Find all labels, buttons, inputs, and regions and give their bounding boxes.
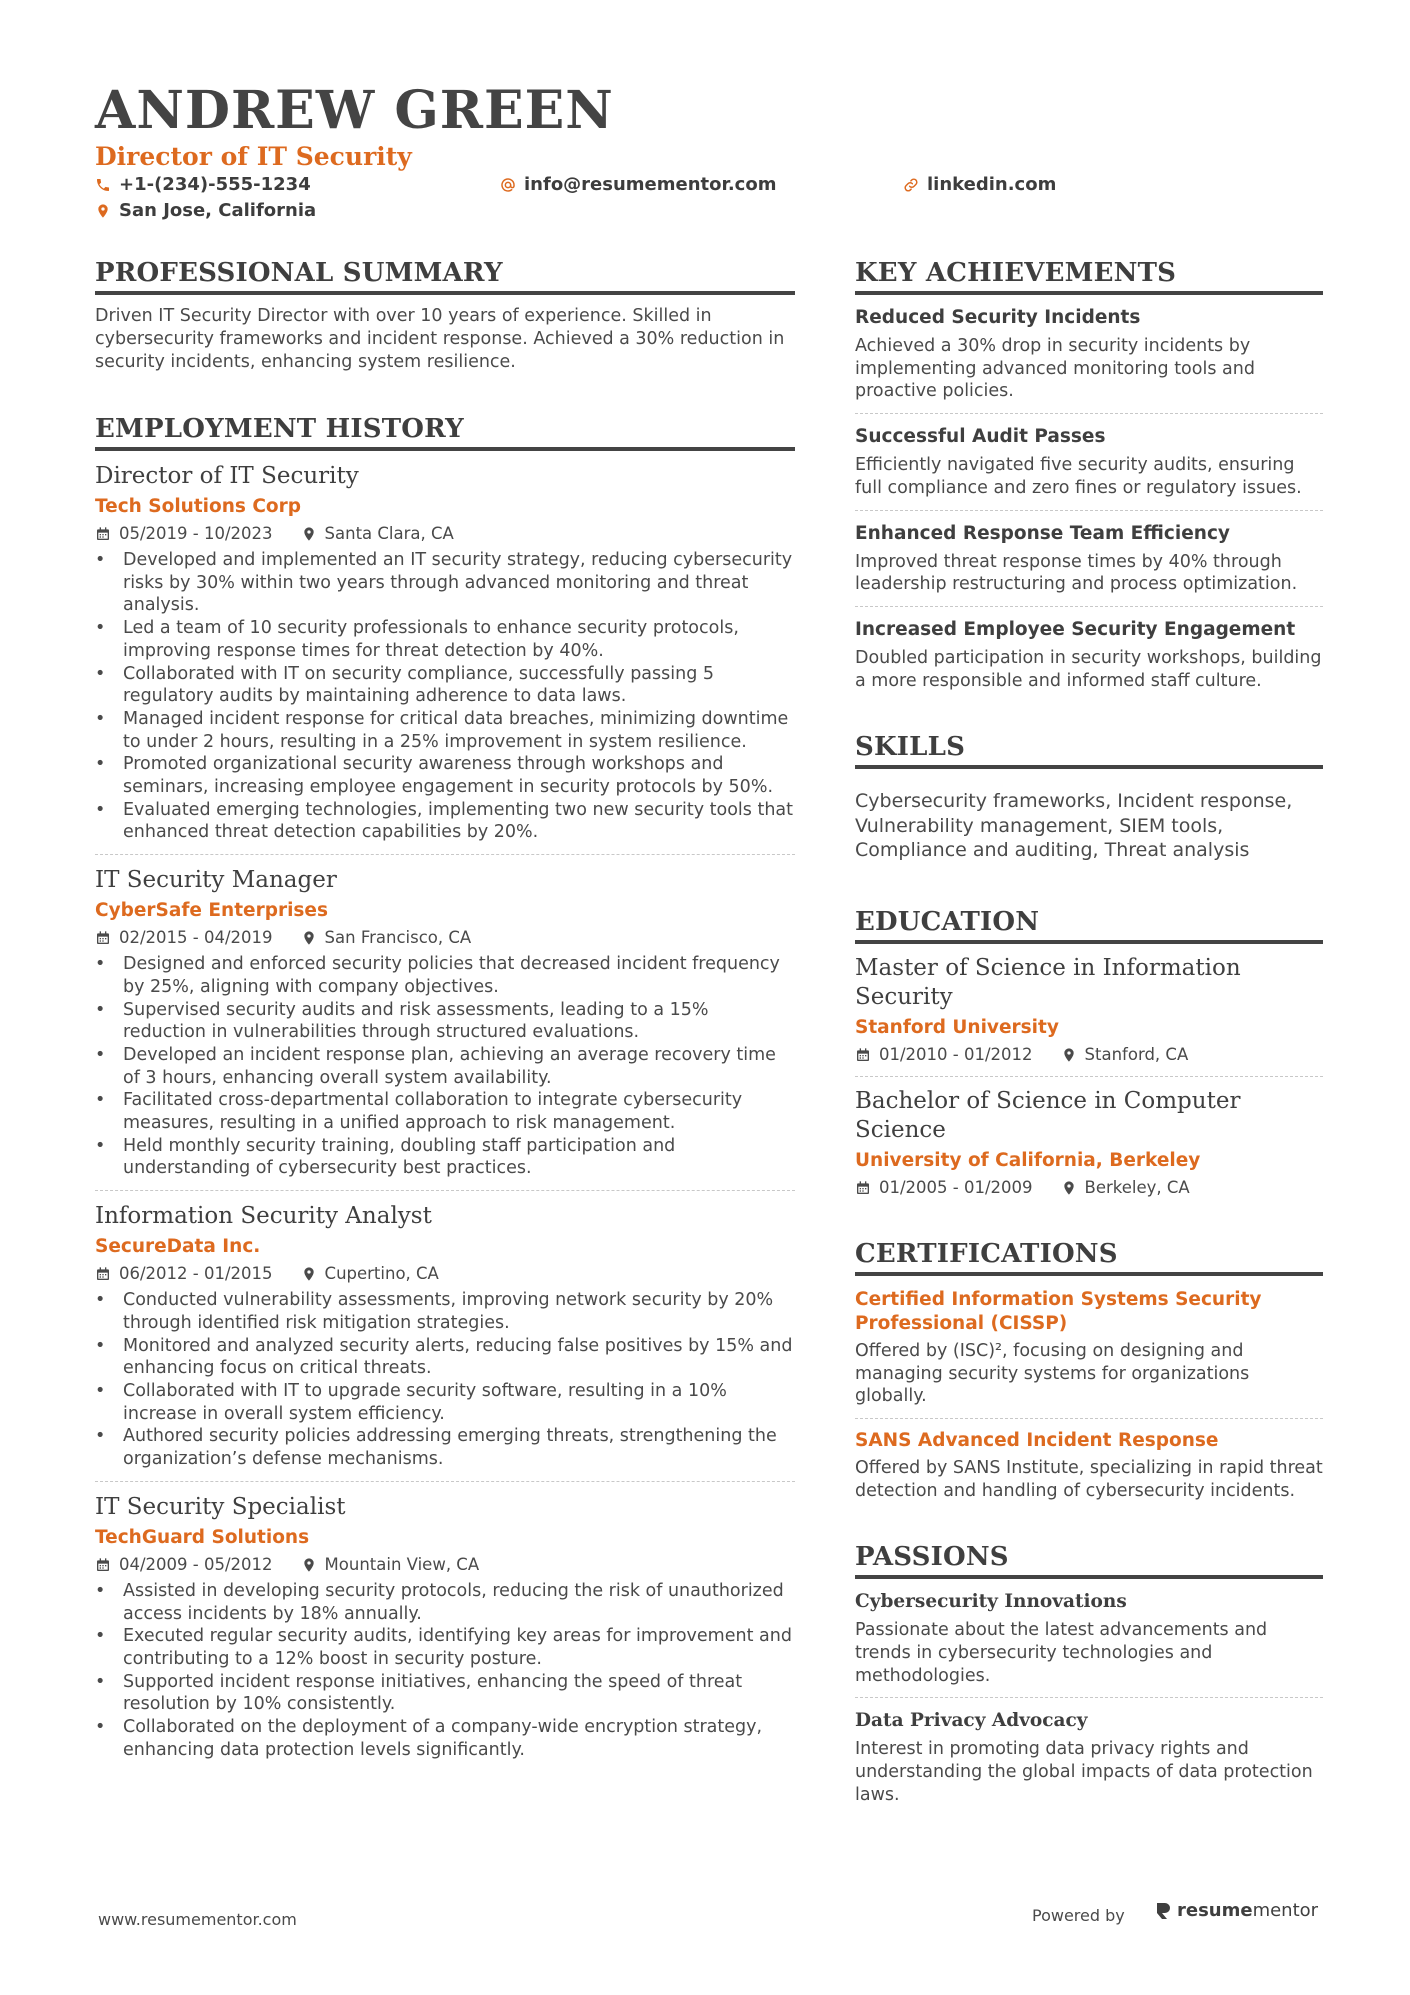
date-text: 01/2010 - 01/2012 — [879, 1044, 1033, 1064]
company-name: SecureData Inc. — [95, 1236, 261, 1258]
date-text: 01/2005 - 01/2009 — [879, 1177, 1033, 1197]
job-bullets — [95, 1289, 795, 1471]
section-title: PASSIONS — [855, 1542, 1323, 1579]
date-text: 05/2019 - 10/2023 — [119, 524, 273, 543]
brand-logo[interactable] — [1155, 1900, 1318, 1921]
skills-section — [855, 732, 1323, 863]
bullet-item: • Collaborated with IT to upgrade security software, resulting in a 10% increase in overall system efficiency. — [95, 1380, 795, 1425]
date-text: 06/2012 - 01/2015 — [119, 1264, 273, 1284]
section-title: PROFESSIONAL SUMMARY — [95, 258, 795, 295]
bullet-item: • Supervised security audits and risk assessments, leading to a 15% reduction in vulnerabilities through structured evaluations. — [95, 999, 795, 1044]
bullet-item: • Promoted organizational security awareness through workshops and seminars, increasing employee engagement in security protocols by 50%. — [95, 753, 795, 798]
achievement-item — [855, 521, 1323, 596]
bullet-item: • Supported incident response initiatives, enhancing the speed of threat resolution by 10% consistently. — [95, 1671, 795, 1716]
bullet-item: • Monitored and analyzed security alerts, reducing false positives by 15% and enhancing focus on critical threats. — [95, 1335, 795, 1380]
location — [301, 523, 454, 545]
date-range — [95, 523, 273, 545]
education-section — [855, 907, 1323, 1199]
certification-list — [855, 1288, 1323, 1503]
achievement-title: Enhanced Response Team Efficiency — [855, 522, 1230, 544]
section-title: CERTIFICATIONS — [855, 1239, 1323, 1276]
brand-name-part2: mentor — [1252, 1900, 1319, 1921]
date-range — [855, 1177, 1033, 1199]
date-range — [95, 1554, 273, 1576]
certification-item — [855, 1288, 1323, 1408]
brand-mark-icon — [1155, 1901, 1171, 1921]
linkedin-link[interactable]: linkedin.com — [927, 174, 1057, 195]
education-list — [855, 954, 1323, 1199]
map-pin-icon — [1061, 1180, 1077, 1196]
divider — [95, 854, 795, 855]
job-entry — [95, 865, 795, 1180]
location-text: Santa Clara, CA — [324, 524, 454, 543]
company-name: TechGuard Solutions — [95, 1526, 310, 1548]
location-text: San Francisco, CA — [324, 928, 472, 948]
location — [1061, 1044, 1189, 1066]
section-title: KEY ACHIEVEMENTS — [855, 258, 1323, 295]
degree-title: Bachelor of Science in Computer Science — [855, 1087, 1241, 1143]
achievement-title: Successful Audit Passes — [855, 426, 1106, 448]
school-name: University of California, Berkeley — [855, 1149, 1201, 1171]
location-text: Berkeley, CA — [1084, 1177, 1190, 1197]
job-entry — [95, 1201, 795, 1471]
passion-desc: Interest in promoting data privacy rights and understanding the global impacts of data protection laws. — [855, 1739, 1313, 1805]
phone-icon — [95, 177, 111, 193]
map-pin-icon — [1061, 1047, 1077, 1063]
bullet-item: • Conducted vulnerability assessments, improving network security by 20% through identified risk mitigation strategies. — [95, 1289, 795, 1334]
contact-email[interactable] — [500, 174, 776, 195]
achievement-item — [855, 424, 1323, 499]
employment-history-section — [95, 414, 795, 1761]
location-text: Cupertino, CA — [324, 1264, 439, 1284]
location — [301, 927, 472, 949]
calendar-icon — [95, 526, 111, 542]
divider — [95, 1481, 795, 1482]
location — [301, 1263, 439, 1285]
bullet-item: • Evaluated emerging technologies, implementing two new security tools that enhanced threat detection capabilities by 20%. — [95, 799, 795, 844]
bullet-item: • Collaborated with IT on security compliance, successfully passing 5 regulatory audits by maintaining adherence to data laws. — [95, 663, 795, 708]
calendar-icon — [855, 1047, 871, 1063]
date-location-row — [95, 523, 795, 545]
email-link[interactable]: info@resumementor.com — [524, 174, 777, 195]
section-title: EDUCATION — [855, 907, 1323, 944]
location-text: Stanford, CA — [1084, 1044, 1189, 1064]
calendar-icon — [95, 930, 111, 946]
date-location-row — [95, 1263, 795, 1285]
date-location-row — [95, 927, 795, 949]
bullet-item: • Held monthly security training, doubling staff participation and understanding of cybersecurity best practices. — [95, 1135, 795, 1180]
date-range — [95, 1263, 273, 1285]
passion-list — [855, 1589, 1323, 1806]
date-range — [855, 1044, 1033, 1066]
summary-text: Driven IT Security Director with over 10 years of experience. Skilled in cybersecurity frameworks and incident response. Achieved a 30% reduction in security incidents, enhancing system resilience. — [95, 306, 785, 372]
job-entry — [95, 461, 795, 844]
degree-title: Master of Science in Information Security — [855, 954, 1241, 1010]
powered-by-label: Powered by — [1032, 1906, 1125, 1925]
job-title: IT Security Manager — [95, 867, 337, 894]
location — [301, 1554, 480, 1576]
passion-title: Data Privacy Advocacy — [855, 1710, 1088, 1732]
date-location-row — [855, 1177, 1323, 1199]
certifications-section — [855, 1239, 1323, 1503]
certification-title: Certified Information Systems Security Professional (CISSP) — [855, 1288, 1262, 1334]
certification-desc: Offered by (ISC)², focusing on designing and managing security systems for organizations globally. — [855, 1340, 1250, 1407]
certification-desc: Offered by SANS Institute, specializing in rapid threat detection and handling of cybersecurity incidents. — [855, 1457, 1323, 1501]
school-name: Stanford University — [855, 1016, 1059, 1038]
achievement-desc: Improved threat response times by 40% through leadership restructuring and process optimization. — [855, 551, 1298, 595]
divider — [855, 413, 1323, 414]
achievement-desc: Efficiently navigated five security audits, ensuring full compliance and zero fines or regulatory issues. — [855, 455, 1302, 498]
job-bullets — [95, 549, 795, 844]
passion-title: Cybersecurity Innovations — [855, 1591, 1127, 1613]
job-title: Director of IT Security — [95, 463, 359, 489]
achievement-item — [855, 617, 1323, 692]
skills-text: Cybersecurity frameworks, Incident response, Vulnerability management, SIEM tools, Compliance and auditing, Threat analysis — [855, 790, 1293, 862]
bullet-item: • Executed regular security audits, identifying key areas for improvement and contributing to a 12% boost in security posture. — [95, 1625, 795, 1670]
bullet-item: • Assisted in developing security protocols, reducing the risk of unauthorized access incidents by 18% annually. — [95, 1580, 795, 1625]
location — [1061, 1177, 1190, 1199]
section-title: EMPLOYMENT HISTORY — [95, 414, 795, 451]
professional-summary-section — [95, 258, 795, 374]
divider — [855, 1697, 1323, 1698]
certification-title: SANS Advanced Incident Response — [855, 1429, 1219, 1451]
job-bullets — [95, 953, 795, 1180]
contact-linkedin[interactable] — [903, 174, 1056, 195]
passions-section — [855, 1542, 1323, 1806]
achievement-desc: Doubled participation in security workshops, building a more responsible and informed staff culture. — [855, 647, 1322, 691]
divider — [855, 1418, 1323, 1419]
bullet-item: • Managed incident response for critical data breaches, minimizing downtime to under 2 hours, resulting in a 25% improvement in system resilience. — [95, 708, 795, 753]
passion-item — [855, 1589, 1323, 1687]
achievement-item — [855, 305, 1323, 403]
bullet-item: • Developed an incident response plan, achieving an average recovery time of 3 hours, enhancing overall system availability. — [95, 1044, 795, 1089]
education-item — [855, 954, 1323, 1066]
at-icon — [500, 177, 516, 193]
brand-name-part1: resume — [1177, 1900, 1253, 1921]
calendar-icon — [855, 1180, 871, 1196]
education-item — [855, 1087, 1323, 1199]
company-name: CyberSafe Enterprises — [95, 900, 328, 922]
certification-item — [855, 1429, 1323, 1502]
contact-phone — [95, 174, 311, 195]
map-pin-icon — [301, 930, 317, 946]
location-text: San Jose, California — [119, 200, 317, 221]
job-entry — [95, 1492, 795, 1762]
divider — [855, 510, 1323, 511]
achievement-desc: Achieved a 30% drop in security incidents by implementing advanced monitoring tools and proactive policies. — [855, 336, 1255, 402]
job-list — [95, 461, 795, 1761]
calendar-icon — [95, 1266, 111, 1282]
footer-url[interactable]: www.resumementor.com — [98, 1910, 297, 1929]
bullet-item: • Facilitated cross-departmental collaboration to integrate cybersecurity measures, resulting in a unified approach to risk management. — [95, 1089, 795, 1134]
bullet-item: • Authored security policies addressing emerging threats, strengthening the organization’s defense mechanisms. — [95, 1425, 795, 1470]
job-bullets — [95, 1580, 795, 1762]
job-title: IT Security Specialist — [95, 1493, 346, 1520]
map-pin-icon — [95, 203, 111, 219]
phone-text: +1-(234)-555-1234 — [119, 174, 311, 195]
location-text: Mountain View, CA — [324, 1554, 480, 1574]
right-column — [855, 258, 1323, 1807]
job-title: Information Security Analyst — [95, 1203, 432, 1230]
divider — [95, 1190, 795, 1191]
bullet-item: • Collaborated on the deployment of a company-wide encryption strategy, enhancing data protection levels significantly. — [95, 1716, 795, 1761]
map-pin-icon — [301, 1266, 317, 1282]
divider — [855, 1076, 1323, 1077]
section-title: SKILLS — [855, 732, 1323, 769]
contact-location — [95, 200, 316, 221]
company-name: Tech Solutions Corp — [95, 496, 302, 517]
bullet-item: • Developed and implemented an IT security strategy, reducing cybersecurity risks by 30% within two years through advanced monitoring and threat analysis. — [95, 549, 795, 617]
candidate-name: ANDREW GREEN — [95, 80, 614, 141]
date-text: 04/2009 - 05/2012 — [119, 1554, 273, 1574]
achievement-title: Increased Employee Security Engagement — [855, 618, 1296, 640]
map-pin-icon — [301, 1557, 317, 1573]
bullet-item: • Led a team of 10 security professionals to enhance security protocols, improving response times for threat detection by 40%. — [95, 617, 795, 662]
map-pin-icon — [301, 526, 317, 542]
achievement-list — [855, 305, 1323, 692]
key-achievements-section — [855, 258, 1323, 692]
divider — [855, 606, 1323, 607]
left-column — [95, 258, 795, 1761]
achievement-title: Reduced Security Incidents — [855, 307, 1141, 328]
bullet-item: • Designed and enforced security policies that decreased incident frequency by 25%, aligning with company objectives. — [95, 953, 795, 998]
link-icon — [903, 177, 919, 193]
calendar-icon — [95, 1557, 111, 1573]
date-range — [95, 927, 273, 949]
date-location-row — [95, 1554, 795, 1576]
candidate-role: Director of IT Security — [95, 142, 412, 171]
date-text: 02/2015 - 04/2019 — [119, 928, 273, 948]
passion-item — [855, 1708, 1323, 1806]
date-location-row — [855, 1044, 1323, 1066]
passion-desc: Passionate about the latest advancements and trends in cybersecurity technologies and methodologies. — [855, 1620, 1268, 1686]
